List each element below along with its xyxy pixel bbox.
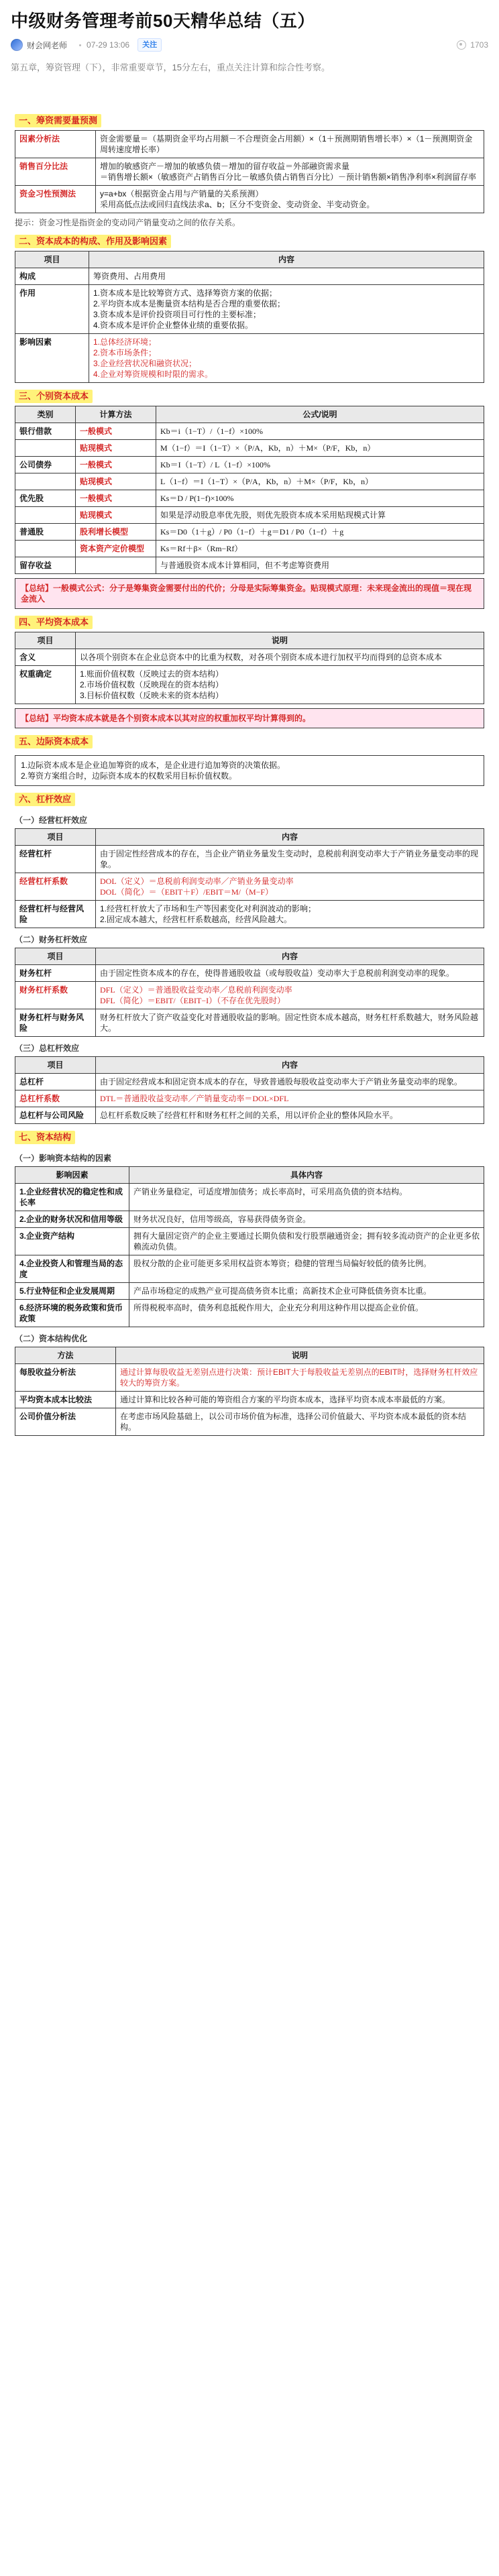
table-header-row (15, 406, 484, 423)
table-header-cell: 说明 (76, 632, 484, 649)
section-5 (15, 735, 484, 786)
table-cell (15, 473, 76, 490)
section-5-text: 1.边际资本成本是企业追加筹资的成本，是企业进行追加筹资的决策依据。 2.筹资方案组合时，边际资本成本的权数采用目标价值权数。 (15, 755, 484, 786)
table-row (15, 1283, 484, 1300)
table-cell: 财务杠杆与财务风险 (15, 1009, 96, 1037)
table-cell: 构成 (15, 268, 89, 285)
table-header-cell: 内容 (96, 1057, 484, 1074)
table-row (15, 1074, 484, 1090)
table-cell: 财务状况良好，信用等级高，容易获得债务资金。 (129, 1211, 484, 1228)
row-label: 销售百分比法 (15, 158, 96, 186)
table-header-cell: 说明 (116, 1347, 484, 1364)
table-cell: 在考虑市场风险基础上，以公司市场价值为标准，选择公司价值最大、平均资本成本最低的资本结构。 (116, 1408, 484, 1436)
subsection-heading: （二）财务杠杆效应 (15, 935, 88, 944)
table-cell: 1.经营杠杆放大了市场和生产等因素变化对利润波动的影响； 2.固定成本越大，经营杠杆系数越高，经营风险越大。 (96, 901, 484, 928)
table-header-cell: 公式/说明 (156, 406, 484, 423)
table-cell: 一般模式 (76, 457, 156, 473)
section-heading: 一、筹资需要量预测 (15, 114, 101, 127)
table-cell (15, 440, 76, 457)
row-text: 资金需要量＝（基期资金平均占用额－不合理资金占用额）×（1＋预测期销售增长率）×（1－预测期资金周转速度增长率） (96, 131, 484, 158)
table-header-row (15, 1347, 484, 1364)
table-header-cell: 项目 (15, 829, 96, 846)
table-row (15, 1009, 484, 1037)
section-heading: 三、个别资本成本 (15, 390, 93, 403)
table-cell: L（1−f）＝I（1−T）×（P/A，Kb，n）＋M×（P/F，Kb，n） (156, 473, 484, 490)
table-row (15, 440, 484, 457)
section-summary (15, 578, 484, 609)
page-title: 中级财务管理考前50天精华总结（五） (11, 11, 315, 31)
table-cell: 6.经济环境的税务政策和货币政策 (15, 1300, 129, 1327)
section-heading: 六、杠杆效应 (15, 793, 75, 806)
table-header-cell: 项目 (15, 1057, 96, 1074)
table-cell: 公司价值分析法 (15, 1408, 116, 1436)
leverage-financial-table (15, 948, 484, 1037)
subsection-heading: （三）总杠杆效应 (15, 1044, 80, 1053)
table-cell: 总杠杆 (15, 1074, 96, 1090)
table-cell: 5.行业特征和企业发展周期 (15, 1283, 129, 1300)
table-row (15, 541, 484, 557)
table-cell: 通过计算每股收益无差别点进行决策：预计EBIT大于每股收益无差别点的EBIT时，选择财务杠杆效应较大的筹资方案。 (116, 1364, 484, 1392)
table-cell: 公司债券 (15, 457, 76, 473)
table-header-row (15, 251, 484, 268)
table-cell: 含义 (15, 649, 76, 666)
leverage-operating-table (15, 828, 484, 928)
table-cell: 优先股 (15, 490, 76, 507)
table-cell: 银行借款 (15, 423, 76, 440)
table-cell: 股利增长模型 (76, 524, 156, 541)
capital-structure-factors-table (15, 1166, 484, 1327)
table-row (15, 846, 484, 873)
section-3 (15, 390, 484, 609)
table-row (15, 268, 484, 285)
table-cell (76, 557, 156, 574)
table-cell: 作用 (15, 285, 89, 334)
table-row (15, 524, 484, 541)
section-tip: 提示：资金习性是指资金的变动同产销量变动之间的依存关系。 (15, 218, 241, 227)
section-heading: 四、平均资本成本 (15, 616, 93, 629)
table-cell: 普通股 (15, 524, 76, 541)
section-4-table (15, 632, 484, 704)
table-cell: 拥有大量固定资产的企业主要通过长期负债和发行股票融通资金；拥有较多流动资产的企业更多依赖流动负债。 (129, 1228, 484, 1255)
table-cell: 经营杠杆系数 (15, 873, 96, 901)
table-cell (15, 541, 76, 557)
table-cell: 总杠杆系数反映了经营杠杆和财务杠杆之间的关系，用以评价企业的整体风险水平。 (96, 1107, 484, 1124)
leverage-total-table (15, 1056, 484, 1124)
table-header-row (15, 1057, 484, 1074)
table-cell: 贴现模式 (76, 473, 156, 490)
table-cell: 影响因素 (15, 334, 89, 383)
table-row (15, 158, 484, 186)
eye-icon (457, 40, 466, 50)
table-cell: 1.总体经济环境； 2.资本市场条件； 3.企业经营状况和融资状况； 4.企业对筹资规模和时限的需求。 (89, 334, 484, 383)
section-7 (15, 1131, 484, 1436)
table-row (15, 965, 484, 982)
table-cell: 财务杠杆系数 (15, 982, 96, 1009)
section-summary (15, 708, 484, 728)
row-text: 增加的敏感资产－增加的敏感负债－增加的留存收益＝外部融资需求量 ＝销售增长额×（敏感资产占销售百分比－敏感负债占销售百分比）－预计销售额×销售净利率×利润留存率 (96, 158, 484, 186)
table-row (15, 649, 484, 666)
row-label: 因素分析法 (15, 131, 96, 158)
table-header-cell: 项目 (15, 251, 89, 268)
table-cell: 权重确定 (15, 666, 76, 704)
table-cell: DTL＝普通股收益变动率／产销量变动率＝DOL×DFL (96, 1090, 484, 1107)
table-cell (15, 507, 76, 524)
capital-structure-optimization-table (15, 1347, 484, 1436)
table-cell: 总杠杆与公司风险 (15, 1107, 96, 1124)
table-row (15, 1211, 484, 1228)
table-cell: DFL（定义）＝普通股收益变动率／息税前利润变动率 DFL（简化）＝EBIT/（EBIT−I）（不存在优先股时） (96, 982, 484, 1009)
table-row (15, 901, 484, 928)
table-header-cell: 内容 (89, 251, 484, 268)
subsection-heading: （二）资本结构优化 (15, 1334, 88, 1343)
table-row (15, 873, 484, 901)
table-row (15, 1300, 484, 1327)
table-row (15, 1090, 484, 1107)
table-row (15, 186, 484, 213)
table-header-cell: 计算方法 (76, 406, 156, 423)
table-row (15, 1228, 484, 1255)
table-cell: 总杠杆系数 (15, 1090, 96, 1107)
table-cell: Ks＝Rf＋β×（Rm−Rf） (156, 541, 484, 557)
section-3-table (15, 406, 484, 574)
table-row (15, 666, 484, 704)
table-header-cell: 内容 (96, 948, 484, 965)
table-row (15, 490, 484, 507)
read-count-value: 1703 (470, 40, 488, 50)
table-header-row (15, 829, 484, 846)
section-6 (15, 793, 484, 1124)
table-cell: M（1−f）＝I（1−T）×（P/A，Kb，n）＋M×（P/F，Kb，n） (156, 440, 484, 457)
row-text: y=a+bx（根据资金占用与产销量的关系预测） 采用高低点法或回归直线法求a、b；区分不变资金、变动资金、半变动资金。 (96, 186, 484, 213)
table-row (15, 1255, 484, 1283)
table-cell: 财务杠杆放大了资产收益变化对普通股收益的影响。固定性资本成本越高，财务杠杆系数越大，财务风险越大。 (96, 1009, 484, 1037)
summary-text: 【总结】一般模式公式：分子是筹集资金需要付出的代价；分母是实际筹集资金。贴现模式原理：未来现金流出的现值＝现在现金流入 (21, 583, 472, 604)
follow-button[interactable]: 关注 (137, 38, 162, 52)
table-row (15, 1392, 484, 1408)
table-header-cell: 项目 (15, 948, 96, 965)
table-cell: 1.账面价值权数（反映过去的资本结构） 2.市场价值权数（反映现在的资本结构） 3.目标价值权数（反映未来的资本结构） (76, 666, 484, 704)
table-cell: Ks＝D / P(1−f)×100% (156, 490, 484, 507)
table-cell: 以各项个别资本在企业总资本中的比重为权数，对各项个别资本成本进行加权平均而得到的总资本成本 (76, 649, 484, 666)
table-cell: Ks＝D0（1＋g）/ P0（1−f）＋g＝D1 / P0（1−f）＋g (156, 524, 484, 541)
table-cell: 产销业务量稳定，可适度增加债务；成长率高时，可采用高负债的资本结构。 (129, 1184, 484, 1211)
table-row (15, 334, 484, 383)
table-cell: 经营杠杆 (15, 846, 96, 873)
table-row (15, 507, 484, 524)
table-cell: 资本资产定价模型 (76, 541, 156, 557)
table-header-row (15, 1167, 484, 1184)
table-cell: 一般模式 (76, 423, 156, 440)
section-heading: 五、边际资本成本 (15, 735, 93, 748)
table-cell: 与普通股资本成本计算相同，但不考虑筹资费用 (156, 557, 484, 574)
table-cell: 1.企业经营状况的稳定性和成长率 (15, 1184, 129, 1211)
table-row (15, 982, 484, 1009)
table-row (15, 557, 484, 574)
article-header (0, 0, 499, 90)
table-header-row (15, 948, 484, 965)
table-cell: 财务杠杆 (15, 965, 96, 982)
article-content (15, 114, 484, 2569)
table-cell: 2.企业的财务状况和信用等级 (15, 1211, 129, 1228)
table-cell: 经营杠杆与经营风险 (15, 901, 96, 928)
table-header-cell: 内容 (96, 829, 484, 846)
section-4 (15, 616, 484, 728)
table-cell: Kb＝i（1−T）/（1−f）×100% (156, 423, 484, 440)
article-intro: 第五章，筹资管理（下），非常重要章节，15分左右，重点关注计算和综合性考察。 (11, 62, 330, 72)
table-cell: 产品市场稳定的成熟产业可提高债务资本比重；高新技术企业可降低债务资本比重。 (129, 1283, 484, 1300)
table-cell: 贴现模式 (76, 507, 156, 524)
table-cell: 所得税税率高时，债务利息抵税作用大，企业充分利用这种作用以提高企业价值。 (129, 1300, 484, 1327)
table-row (15, 423, 484, 440)
table-cell: Kb＝I（1−T）/ L（1−f）×100% (156, 457, 484, 473)
table-header-cell: 类别 (15, 406, 76, 423)
table-cell: 4.企业投资人和管理当局的态度 (15, 1255, 129, 1283)
avatar[interactable] (11, 39, 23, 51)
table-cell: 每股收益分析法 (15, 1364, 116, 1392)
table-cell: 由于固定性资本成本的存在，使得普通股收益（或每股收益）变动率大于息税前利润变动率的现象。 (96, 965, 484, 982)
table-cell: 如果是浮动股息率优先股，则优先股资本成本采用贴现模式计算 (156, 507, 484, 524)
table-header-row (15, 632, 484, 649)
table-row (15, 457, 484, 473)
table-row (15, 473, 484, 490)
table-cell: 由于固定性经营成本的存在，当企业产销业务量发生变动时，息税前利润变动率大于产销业务量变动率的现象。 (96, 846, 484, 873)
section-heading: 七、资本结构 (15, 1131, 75, 1144)
publish-time: 07-29 13:06 (87, 40, 130, 50)
article-meta (11, 36, 488, 54)
section-2-table (15, 251, 484, 383)
author-name[interactable]: 财会网老师 (27, 40, 68, 50)
table-cell: 贴现模式 (76, 440, 156, 457)
read-count (457, 40, 488, 50)
table-cell: 一般模式 (76, 490, 156, 507)
section-heading: 二、资本成本的构成、作用及影响因素 (15, 235, 171, 248)
subsection-heading: （一）经营杠杆效应 (15, 816, 88, 825)
section-2 (15, 235, 484, 383)
table-row (15, 1184, 484, 1211)
section-1-table (15, 130, 484, 213)
table-cell: DOL（定义）＝息税前利润变动率／产销业务量变动率 DOL（简化）＝（EBIT＋F）/EBIT＝M/（M−F） (96, 873, 484, 901)
table-cell: 留存收益 (15, 557, 76, 574)
table-cell: 平均资本成本比较法 (15, 1392, 116, 1408)
table-cell: 由于固定经营成本和固定资本成本的存在，导致普通股每股收益变动率大于产销业务量变动率的现象。 (96, 1074, 484, 1090)
table-header-cell: 方法 (15, 1347, 116, 1364)
table-cell: 1.资本成本是比较筹资方式、选择筹资方案的依据； 2.平均资本成本是衡量资本结构是否合理的重要依据； 3.资本成本是评价投资项目可行性的主要标准； 4.资本成本是评价企业整体业绩的重要依据。 (89, 285, 484, 334)
table-cell: 3.企业资产结构 (15, 1228, 129, 1255)
summary-text: 【总结】平均资本成本就是各个别资本成本以其对应的权重加权平均计算得到的。 (21, 714, 311, 723)
section-1 (15, 114, 484, 228)
table-row (15, 285, 484, 334)
table-row (15, 1364, 484, 1392)
table-header-cell: 影响因素 (15, 1167, 129, 1184)
table-row (15, 1107, 484, 1124)
table-row (15, 131, 484, 158)
table-header-cell: 项目 (15, 632, 76, 649)
subsection-heading: （一）影响资本结构的因素 (15, 1154, 112, 1163)
table-header-cell: 具体内容 (129, 1167, 484, 1184)
row-label: 资金习性预测法 (15, 186, 96, 213)
table-cell: 通过计算和比较各种可能的筹资组合方案的平均资本成本，选择平均资本成本率最低的方案。 (116, 1392, 484, 1408)
table-row (15, 1408, 484, 1436)
meta-separator-dot (79, 44, 81, 46)
table-cell: 股权分散的企业可能更多采用权益资本筹资；稳健的管理当局偏好较低的债务比例。 (129, 1255, 484, 1283)
table-cell: 筹资费用、占用费用 (89, 268, 484, 285)
